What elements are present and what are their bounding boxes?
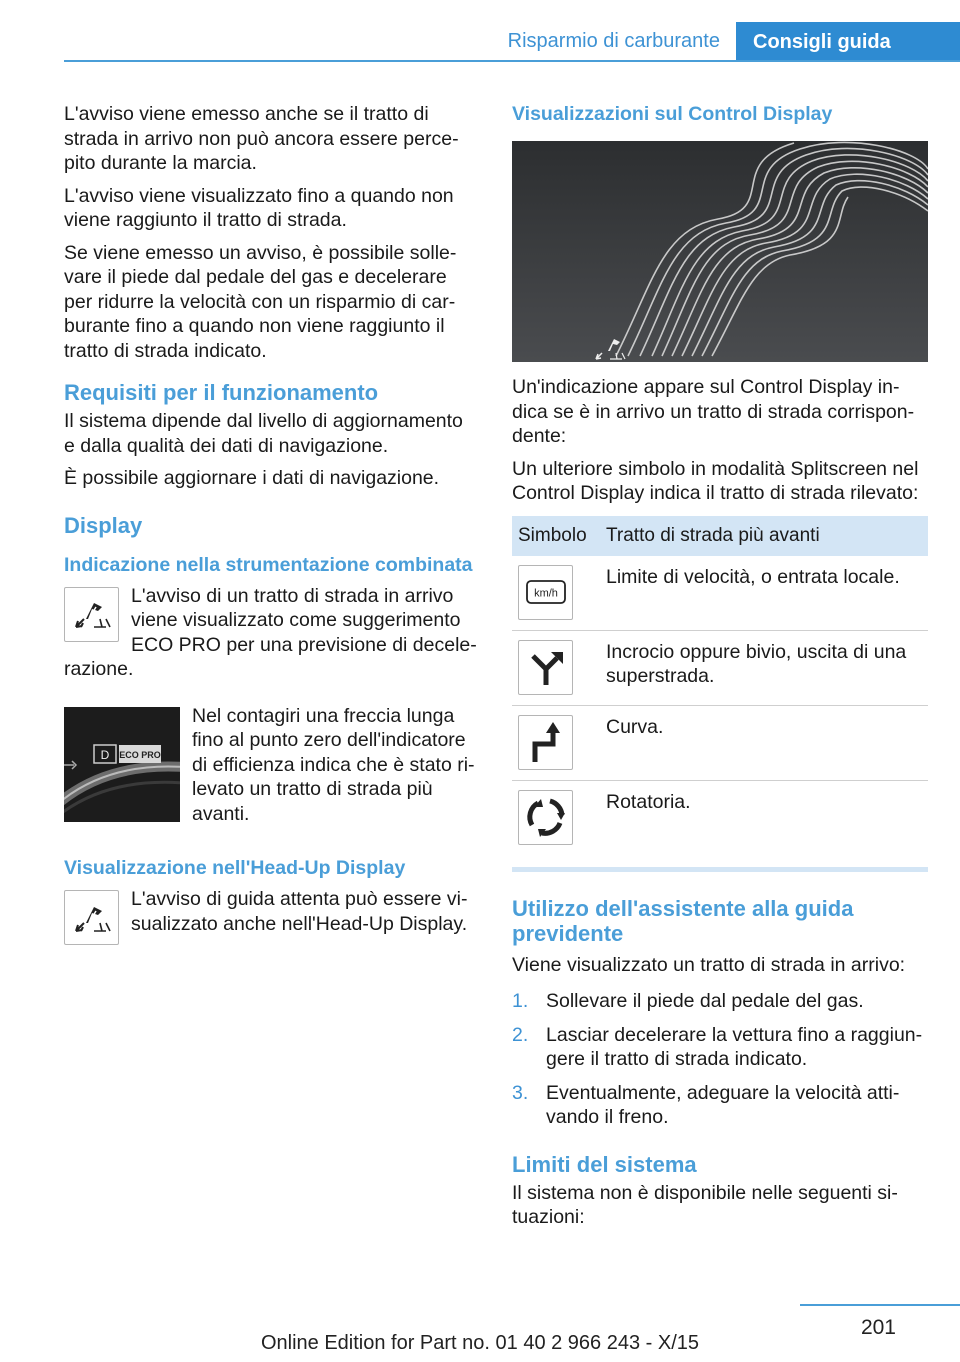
paragraph: Se viene emesso un avviso, è possibile sollevare il piede dal pedale del gas e decelerare per ridurre la velocità con un risparmio di carburante fino a quando non viene raggiunto il tratto di strada indicato. [64, 241, 457, 362]
heading-requirements: Requisiti per il funzionamento [64, 380, 379, 405]
gear-label: D [100, 747, 110, 762]
paragraph: Un ulteriore simbolo in modalità Splitscreen nel Control Display indica il tratto di strada rilevato: [512, 457, 919, 504]
paragraph: L'avviso di guida attenta può essere visualizzato anche nell'Head-Up Display. [131, 888, 468, 935]
eco-pro-warning-icon [64, 890, 119, 945]
eco-pro-warning-icon [64, 587, 119, 642]
heading-display: Display [64, 512, 143, 538]
left-column [64, 102, 479, 949]
list-item [512, 989, 928, 1014]
table-row [512, 780, 928, 855]
step-text: Eventualmente, adeguare la velocità attivando il freno. [546, 1081, 900, 1128]
paragraph: Un'indicazione appare sul Control Display indica se è in arrivo un tratto di strada corrispondente: [512, 376, 915, 447]
heading-instrument-cluster: Indicazione nella strumentazione combinata [64, 553, 473, 576]
roundabout-icon [518, 790, 573, 845]
paragraph: L'avviso viene emesso anche se il tratto di strada in arrivo non può ancora essere percepito durante la marcia. [64, 103, 459, 174]
page-number: 201 [860, 1316, 896, 1339]
edition-footer: Online Edition for Part no. 01 40 2 966 243 - X/15 [260, 1332, 700, 1354]
step-text: Sollevare il piede dal pedale del gas. [546, 990, 864, 1012]
symbol-table [512, 516, 928, 855]
heading-hud: Visualizzazione nell'Head-Up Display [64, 857, 406, 879]
mode-label: ECO PRO [119, 749, 161, 760]
paragraph: È possibile aggiornare i dati di navigazione. [64, 467, 440, 489]
list-item [512, 1081, 928, 1130]
paragraph: Nel contagiri una freccia lunga fino al punto zero dell'indicatore di efficienza indica che è stato rilevato un tratto di strada più avanti. [192, 704, 475, 825]
chapter-tab: Consigli guida [736, 22, 960, 62]
paragraph: L'avviso di un tratto di strada in arrivo viene visualizzato come suggerimento ECO PRO per una previsione di decelerazione. [64, 584, 477, 680]
page-header [64, 22, 960, 62]
table-header-row [512, 516, 928, 556]
heading-usage: Utilizzo dell'assistente alla guida previdente [512, 895, 854, 946]
curve-icon [518, 715, 573, 770]
paragraph: Il sistema dipende dal livello di aggiornamento e dalla qualità dei dati di navigazione. [64, 410, 463, 457]
table-end-rule [512, 867, 928, 872]
table-cell: Rotatoria. [606, 790, 691, 813]
table-row [512, 556, 928, 631]
speed-limit-icon [518, 565, 573, 620]
section-title: Risparmio di carburante [507, 30, 720, 52]
table-row [512, 630, 928, 705]
control-display-screenshot [512, 141, 928, 362]
table-cell: Limite di velocità, o entrata locale. [600, 556, 928, 631]
column-header-road-section: Tratto di strada più avanti [600, 516, 928, 556]
step-number: 1. [512, 990, 529, 1012]
step-text: Lasciar decelerare la vettura fino a raggiungere il tratto di strada indicato. [546, 1023, 923, 1070]
column-header-symbol: Simbolo [512, 516, 600, 556]
paragraph: L'avviso viene visualizzato fino a quando non viene raggiunto il tratto di strada. [64, 184, 454, 231]
table-cell: Curva. [600, 705, 928, 780]
heading-control-display: Visualizzazioni sul Control Display [512, 103, 833, 125]
steps-list [512, 989, 928, 1130]
header-rule [64, 60, 960, 62]
paragraph: Il sistema non è disponibile nelle seguenti situazioni: [512, 1181, 898, 1228]
table-cell: Incrocio oppure bivio, uscita di una superstrada. [600, 630, 928, 705]
tachometer-photo [64, 707, 180, 822]
svg-text:km/h: km/h [533, 587, 558, 600]
step-number: 2. [512, 1023, 529, 1046]
heading-limits: Limiti del sistema [512, 1151, 697, 1177]
junction-icon [518, 640, 573, 695]
table-row [512, 705, 928, 780]
footer-rule [800, 1304, 960, 1306]
list-item [512, 1023, 928, 1072]
step-number: 3. [512, 1081, 529, 1104]
right-column [512, 102, 928, 1238]
paragraph: Viene visualizzato un tratto di strada in arrivo: [512, 953, 906, 976]
